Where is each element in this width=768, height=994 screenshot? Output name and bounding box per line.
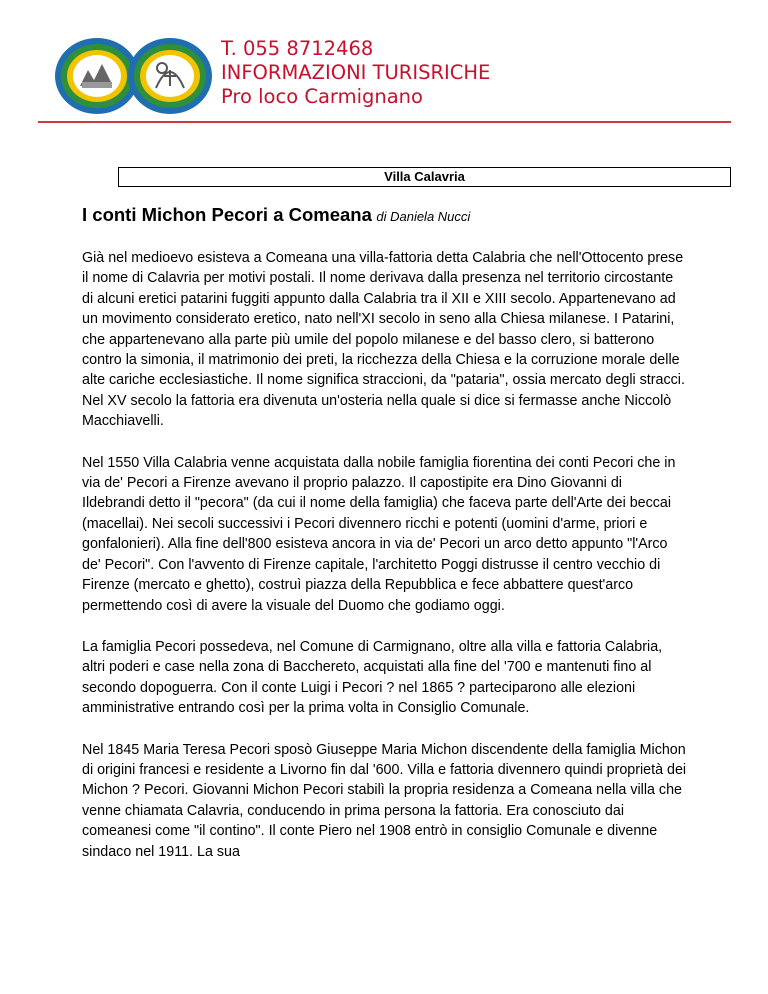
paragraph: Già nel medioevo esisteva a Comeana una villa-fattoria detta Calabria che nell'Ottocento prese il nome di Calavria per motivi postali. Il nome derivava dalla presenza nel territorio circostante di alcuni eretici patarini fuggiti appunto dalla Calabria tra il XII e XIII secolo. Appartenevano ad un movimento considerato eretico, nato nell'XI secolo in seno alla Chiesa milanese. I Patarini, che appartenevano alla parte più umile del popolo milanese e del basso clero, si batterono contro la simonia, il matrimonio dei preti, la ricchezza della Chiesa e la corruzione morale delle alte cariche ecclesiastiche. Il nome significa straccioni, da "pataria", ossia mercato degli stracci. Nel XV secolo la fattoria era divenuta un'osteria nella quale si dice si fermasse anche Niccolò Macchiavelli.	[82, 250, 685, 430]
article-title: I conti Michon Pecori a Comeana	[82, 204, 372, 225]
paragraph: Nel 1550 Villa Calabria venne acquistata dalla nobile famiglia fiorentina dei conti Pecori che in via de' Pecori a Firenze avevano il proprio palazzo. Il capostipite era Dino Giovanni di Ildebrandi detto il "pecora" (da cui il nome della famiglia) che faceva parte dell'Arte dei beccai (macellai). Nei secoli successivi i Pecori divennero ricchi e potenti (uomini d'arme, priori e gonfalonieri). Alla fine dell'800 esisteva ancora in via de' Pecori un arco detto appunto "l'Arco de' Pecori". Con l'avvento di Firenze capitale, l'architetto Poggi distrusse il centro vecchio di Firenze (mercato e ghetto), costruì piazza della Repubblica e fece abbattere quest'arco permettendo così di avere la visuale del Duomo che godiamo oggi.	[82, 454, 676, 614]
article-body	[82, 248, 688, 883]
section-title: Villa Calavria	[384, 169, 465, 184]
header-contact-block	[221, 37, 490, 109]
pro-loco-logo	[52, 36, 227, 116]
info-label: INFORMAZIONI TURISRICHE	[221, 61, 491, 84]
paragraph: La famiglia Pecori possedeva, nel Comune di Carmignano, oltre alla villa e fattoria Calabria, altri poderi e case nella zona di Bacchereto, acquistati alla fine del '700 e mantenuti fino al secondo dopoguerra. Con il conte Luigi i Pecori ? nel 1865 ? parteciparono alle elezioni amministrative entrando così per la prima volta in Consiglio Comunale.	[82, 638, 663, 717]
article-byline: di Daniela Nucci	[376, 209, 471, 224]
logo-left-ring	[55, 38, 139, 114]
paragraph: Nel 1845 Maria Teresa Pecori sposò Giuseppe Maria Michon discendente della famiglia Michon di origini francesi e residente a Livorno fin dal '600. Villa e fattoria divennero quindi proprietà dei Michon ? Pecori. Giovanni Michon Pecori stabilì la propria residenza a Comeana nella villa che venne chiamata Calavria, conducendo in prima persona la fattoria. Era conosciuto dai comeanesi come "il contino". Il conte Piero nel 1908 entrò in consiglio Comunale e divenne sindaco nel 1911. La sua	[82, 741, 687, 860]
article-heading	[82, 204, 470, 226]
section-title-box	[118, 167, 731, 187]
phone-number: T. 055 8712468	[221, 37, 374, 60]
organization-name: Pro loco Carmignano	[221, 85, 423, 108]
header-divider	[38, 121, 731, 123]
logo-right-ring	[128, 38, 212, 114]
